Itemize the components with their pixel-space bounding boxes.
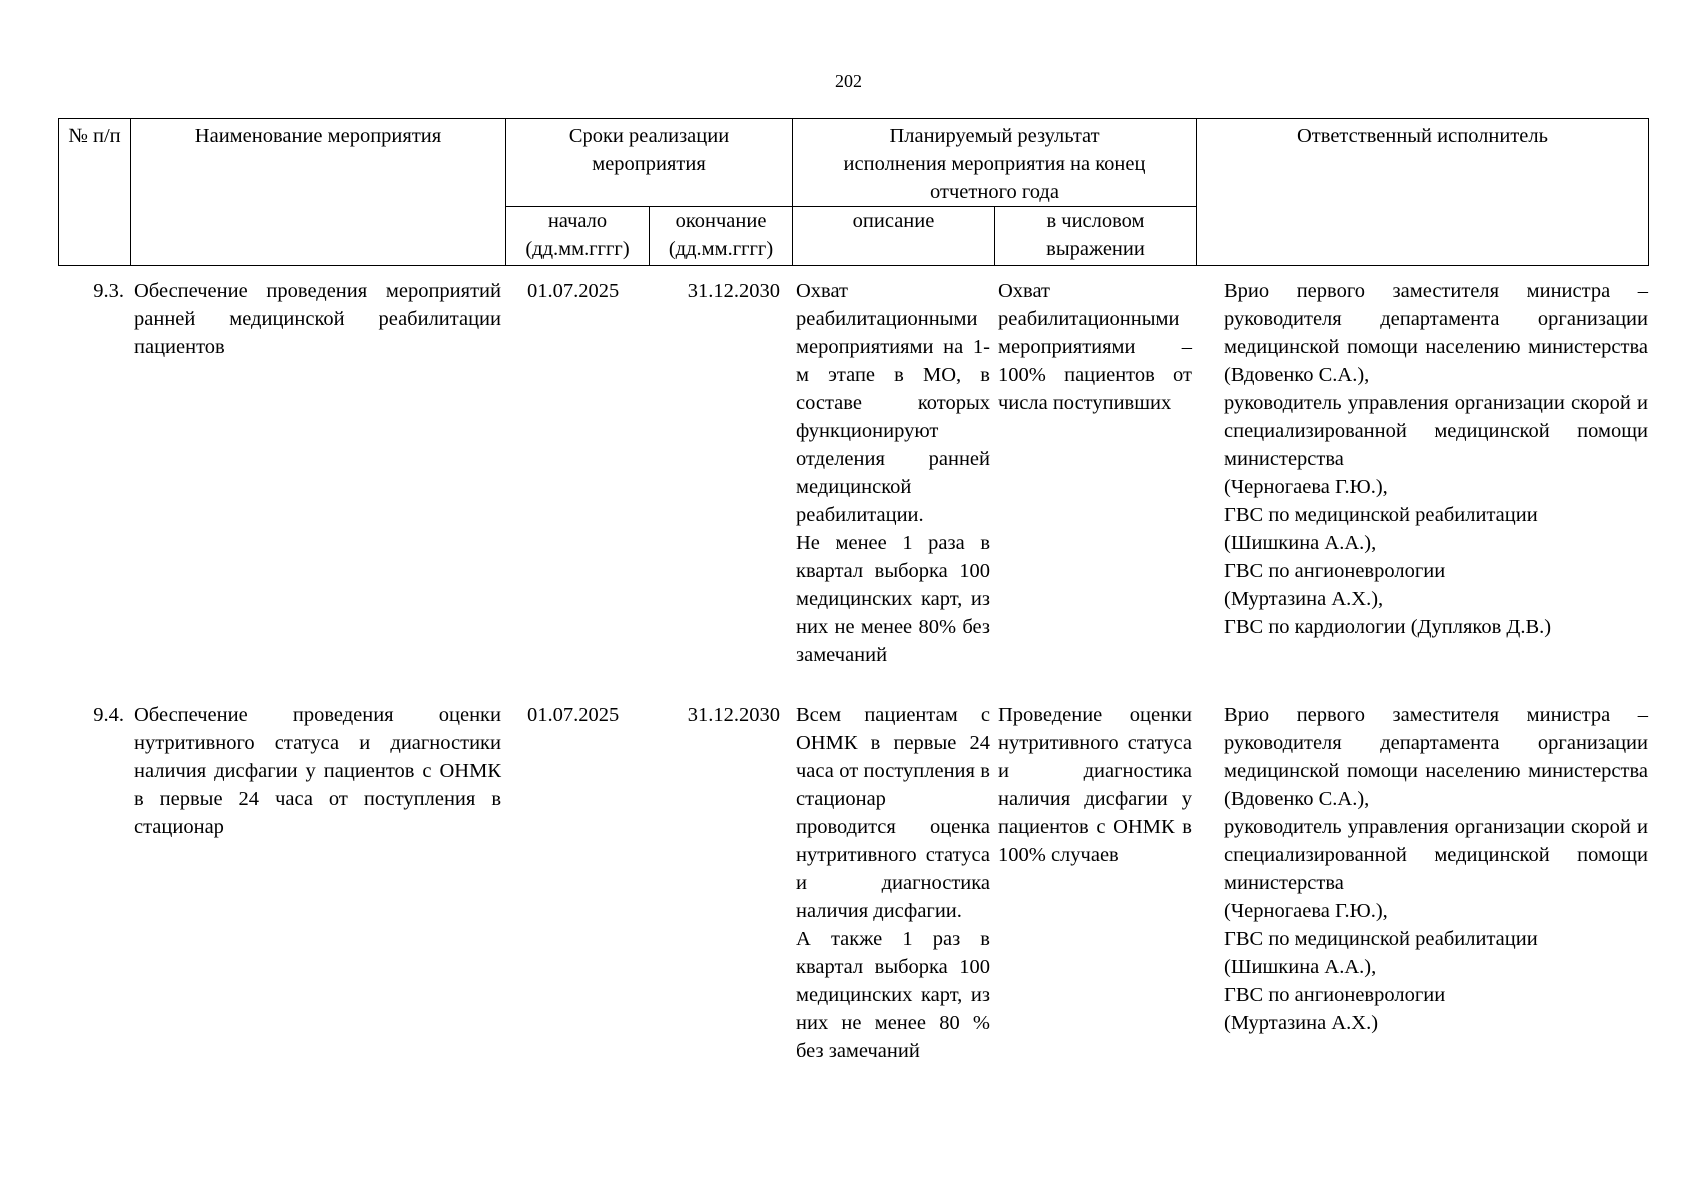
row-description bbox=[792, 277, 994, 669]
table-header bbox=[58, 118, 1649, 266]
row-end-date: 31.12.2030 bbox=[687, 280, 780, 302]
responsible-line: руководитель управления организации скорой и специализированной медицинской помощи министерства bbox=[1224, 392, 1648, 470]
header-start: начало (дд.мм.гггг) bbox=[506, 207, 650, 266]
row-start-date: 01.07.2025 bbox=[527, 280, 620, 302]
row-spacer bbox=[58, 669, 1648, 701]
page-number: 202 bbox=[835, 71, 862, 91]
row-description-main: Охват реабилитационными мероприятиями на 1-м этапе в МО, в составе которых функционируют отделения ранней медицинской реабилитации. bbox=[796, 280, 990, 526]
responsible-line: (Муртазина А.Х.), bbox=[1224, 588, 1384, 610]
row-number: 9.3. bbox=[93, 280, 124, 302]
responsible-line: Врио первого заместителя министра – руководителя департамента организации медицинской помощи населению министерства (Вдовенко С.А.), bbox=[1224, 704, 1648, 810]
responsible-line: ГВС по ангионеврологии bbox=[1224, 984, 1446, 1006]
table-row bbox=[58, 701, 1648, 1065]
header-result: Планируемый результат исполнения мероприятия на конец отчетного года bbox=[793, 119, 1197, 207]
row-description bbox=[792, 701, 994, 1065]
header-description: описание bbox=[793, 207, 995, 266]
header-end: окончание (дд.мм.гггг) bbox=[650, 207, 793, 266]
header-name: Наименование мероприятия bbox=[131, 119, 506, 266]
responsible-line: ГВС по медицинской реабилитации bbox=[1224, 928, 1538, 950]
responsible-line: ГВС по медицинской реабилитации bbox=[1224, 504, 1538, 526]
row-number: 9.4. bbox=[93, 704, 124, 726]
row-end-date: 31.12.2030 bbox=[687, 704, 780, 726]
row-description-sample: А также 1 раз в квартал выборка 100 медицинских карт, из них не менее 80 % без замечаний bbox=[796, 928, 990, 1062]
responsible-line: Врио первого заместителя министра – руководителя департамента организации медицинской помощи населению министерства (Вдовенко С.А.), bbox=[1224, 280, 1648, 386]
responsible-line: (Черногаева Г.Ю.), bbox=[1224, 900, 1388, 922]
row-description-main: Всем пациентам с ОНМК в первые 24 часа от поступления в стационар проводится оценка нутритивного статуса и диагностика наличия дисфагии. bbox=[796, 704, 990, 922]
responsible-line: (Муртазина А.Х.) bbox=[1224, 1012, 1379, 1034]
header-numeric: в числовом выражении bbox=[995, 207, 1197, 266]
responsible-line: ГВС по ангионеврологии bbox=[1224, 560, 1446, 582]
header-num: № п/п bbox=[59, 119, 131, 266]
header-terms: Сроки реализации мероприятия bbox=[506, 119, 793, 207]
responsible-line: (Шишкина А.А.), bbox=[1224, 956, 1377, 978]
row-responsible bbox=[1196, 277, 1648, 669]
responsible-line: (Черногаева Г.Ю.), bbox=[1224, 476, 1388, 498]
responsible-line: (Шишкина А.А.), bbox=[1224, 532, 1377, 554]
header-responsible: Ответственный исполнитель bbox=[1197, 119, 1649, 266]
row-start-date: 01.07.2025 bbox=[527, 704, 620, 726]
row-responsible bbox=[1196, 701, 1648, 1065]
table-row bbox=[58, 277, 1648, 669]
responsible-line: руководитель управления организации скорой и специализированной медицинской помощи министерства bbox=[1224, 816, 1648, 894]
row-description-sample: Не менее 1 раза в квартал выборка 100 медицинских карт, из них не менее 80% без замечаний bbox=[796, 532, 990, 666]
row-name: Обеспечение проведения мероприятий ранней медицинской реабилитации пациентов bbox=[134, 280, 501, 358]
row-numeric: Проведение оценки нутритивного статуса и диагностика наличия дисфагии у пациентов с ОНМК в 100% случаев bbox=[998, 704, 1192, 866]
table-body bbox=[58, 277, 1648, 1065]
row-name: Обеспечение проведения оценки нутритивного статуса и диагностики наличия дисфагии у пациентов с ОНМК в первые 24 часа от поступления в стационар bbox=[134, 704, 501, 838]
row-numeric: Охват реабилитационными мероприятиями – 100% пациентов от числа поступивших bbox=[998, 280, 1192, 414]
responsible-line: ГВС по кардиологии (Дупляков Д.В.) bbox=[1224, 616, 1552, 638]
